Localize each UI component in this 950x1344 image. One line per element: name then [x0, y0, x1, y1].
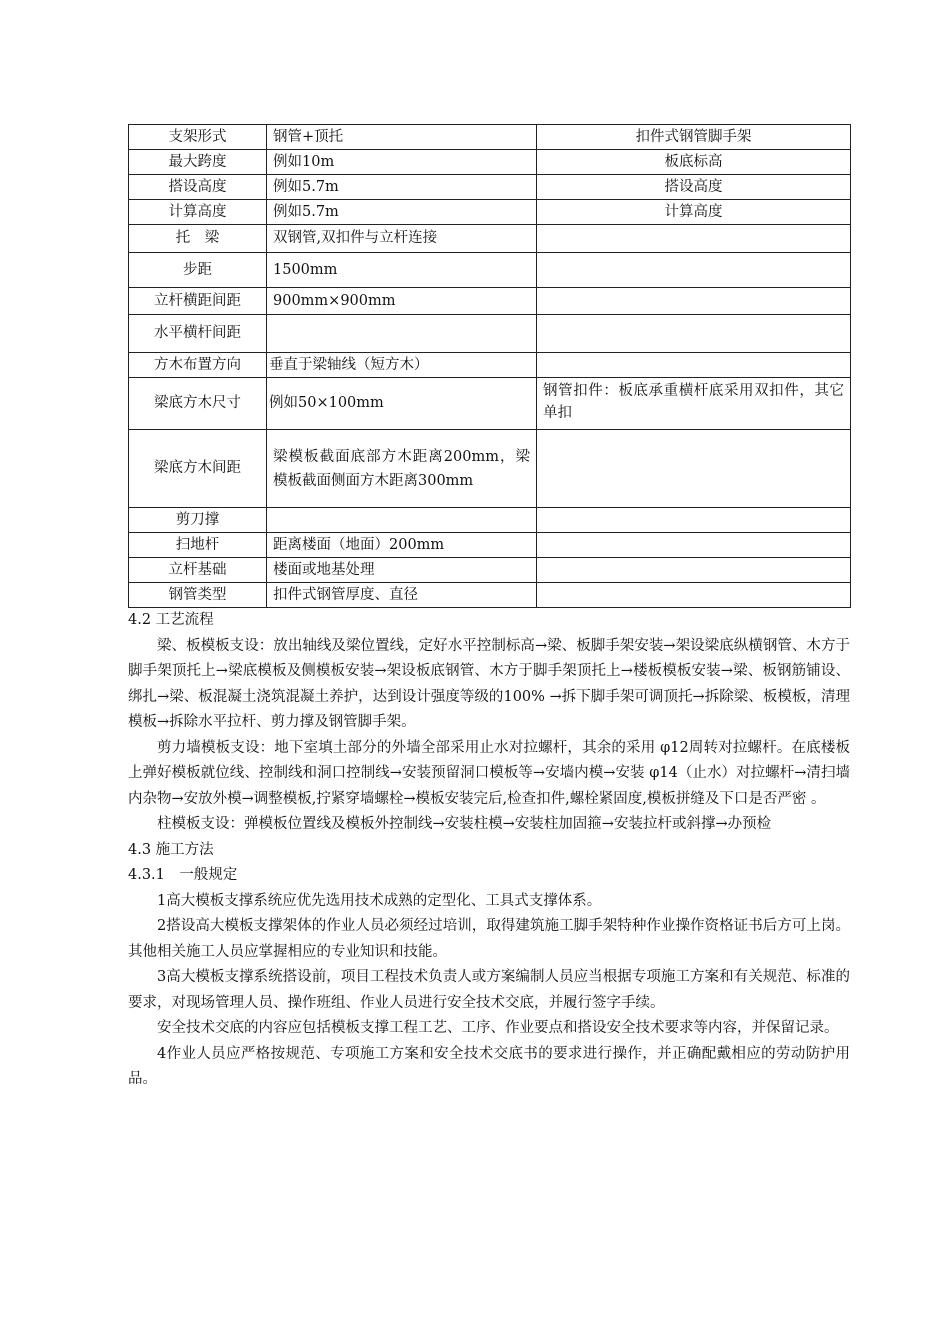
body-text	[128, 608, 850, 1093]
table-row	[129, 508, 851, 533]
table-row	[129, 253, 851, 288]
table-cell	[537, 225, 851, 253]
table-cell: 方木布置方向	[129, 353, 267, 378]
table-row	[129, 583, 851, 608]
table-row	[129, 200, 851, 225]
table-cell: 立杆基础	[129, 558, 267, 583]
table-cell: 托 梁	[129, 225, 267, 253]
table-cell	[537, 558, 851, 583]
table-cell: 1500mm	[267, 253, 537, 288]
table-cell	[537, 508, 851, 533]
table-cell	[537, 430, 851, 508]
document-page	[128, 124, 850, 1093]
table-row	[129, 558, 851, 583]
paragraph-rule-4: 4作业人员应严格按规范、专项施工方案和安全技术交底书的要求进行操作，并正确配戴相应的劳动防护用品。	[128, 1045, 850, 1087]
table-cell: 板底标高	[537, 150, 851, 175]
table-cell: 垂直于梁轴线（短方木）	[267, 353, 537, 378]
paragraph-rule-2: 2搭设高大模板支撑架体的作业人员必须经过培训，取得建筑施工脚手架特种作业操作资格证书后方可上岗。其他相关施工人员应掌握相应的专业知识和技能。	[128, 918, 850, 960]
scaffold-spec-table	[128, 124, 851, 608]
paragraph-shear-wall-formwork: 剪力墙模板支设：地下室填土部分的外墙全部采用止水对拉螺杆，其余的采用 φ12周转对拉螺杆。在底楼板上弹好模板就位线、控制线和洞口控制线→安装预留洞口模板等→安墙内模→安装 φ14（止水）对拉螺杆→清扫墙内杂物→安放外模→调整模板,拧紧穿墙螺栓→模板安装完后,检查扣件,螺栓紧固度,模板拼缝及下口是否严密 。	[128, 739, 850, 807]
table-cell: 楼面或地基处理	[267, 558, 537, 583]
table-cell	[537, 583, 851, 608]
table-cell: 搭设高度	[129, 175, 267, 200]
table-cell: 步距	[129, 253, 267, 288]
table-cell	[537, 533, 851, 558]
table-cell: 计算高度	[537, 200, 851, 225]
table-cell: 例如50×100mm	[267, 378, 537, 430]
paragraph-rule-3: 3高大模板支撑系统搭设前，项目工程技术负责人或方案编制人员应当根据专项施工方案和有关规范、标准的要求，对现场管理人员、操作班组、作业人员进行安全技术交底，并履行签字手续。	[128, 969, 850, 1011]
table-cell: 立杆横距间距	[129, 288, 267, 315]
table-cell: 梁模板截面底部方木距离200mm，梁模板截面侧面方木距离300mm	[267, 430, 537, 508]
table-cell	[267, 315, 537, 353]
table-cell: 扫地杆	[129, 533, 267, 558]
table-cell: 例如5.7m	[267, 200, 537, 225]
table-cell: 双钢管,双扣件与立杆连接	[267, 225, 537, 253]
table-cell: 钢管类型	[129, 583, 267, 608]
table-row	[129, 125, 851, 150]
table-row	[129, 288, 851, 315]
table-cell	[537, 253, 851, 288]
table-cell: 900mm×900mm	[267, 288, 537, 315]
table-cell: 钢管+顶托	[267, 125, 537, 150]
table-cell	[537, 353, 851, 378]
table-row	[129, 175, 851, 200]
table-cell: 剪刀撑	[129, 508, 267, 533]
table-cell: 例如10m	[267, 150, 537, 175]
table-cell: 距离楼面（地面）200mm	[267, 533, 537, 558]
table-cell: 扣件式钢管厚度、直径	[267, 583, 537, 608]
table-cell: 最大跨度	[129, 150, 267, 175]
table-row	[129, 378, 851, 430]
table-row	[129, 430, 851, 508]
section-heading-4-3: 4.3 施工方法	[128, 841, 214, 858]
table-cell: 钢管扣件：板底承重横杆底采用双扣件，其它单扣	[537, 378, 851, 430]
table-row	[129, 225, 851, 253]
table-cell	[537, 315, 851, 353]
table-cell: 计算高度	[129, 200, 267, 225]
table-cell	[267, 508, 537, 533]
section-heading-4-2: 4.2 工艺流程	[128, 612, 214, 628]
paragraph-beam-slab-formwork: 梁、板模板支设：放出轴线及梁位置线，定好水平控制标高→梁、板脚手架安装→架设梁底纵横钢管、木方于脚手架顶托上→梁底模板及侧模板安装→架设板底钢管、木方于脚手架顶托上→楼板模板安装→梁、板钢筋铺设、绑扎→梁、板混凝土浇筑混凝土养护，达到设计强度等级的100% →拆下脚手架可调顶托→拆除梁、板模板，清理模板→拆除水平拉杆、剪力撑及钢管脚手架。	[128, 637, 850, 730]
table-cell: 搭设高度	[537, 175, 851, 200]
table-row	[129, 150, 851, 175]
paragraph-safety-briefing: 安全技术交底的内容应包括模板支撑工程工艺、工序、作业要点和搭设安全技术要求等内容，并保留记录。	[157, 1020, 839, 1036]
paragraph-column-formwork: 柱模板支设：弹模板位置线及模板外控制线→安装柱模→安装柱加固箍→安装拉杆或斜撑→办预检	[157, 816, 772, 832]
table-cell: 扣件式钢管脚手架	[537, 125, 851, 150]
table-row	[129, 533, 851, 558]
table-row	[129, 353, 851, 378]
table-cell: 梁底方木尺寸	[129, 378, 267, 430]
paragraph-rule-1: 1高大模板支撑系统应优先选用技术成熟的定型化、工具式支撑体系。	[157, 892, 602, 909]
table-cell: 水平横杆间距	[129, 315, 267, 353]
table-row	[129, 315, 851, 353]
table-cell: 支架形式	[129, 125, 267, 150]
table-cell: 例如5.7m	[267, 175, 537, 200]
section-heading-4-3-1: 4.3.1 一般规定	[128, 867, 238, 883]
table-cell	[537, 288, 851, 315]
table-cell: 梁底方木间距	[129, 430, 267, 508]
